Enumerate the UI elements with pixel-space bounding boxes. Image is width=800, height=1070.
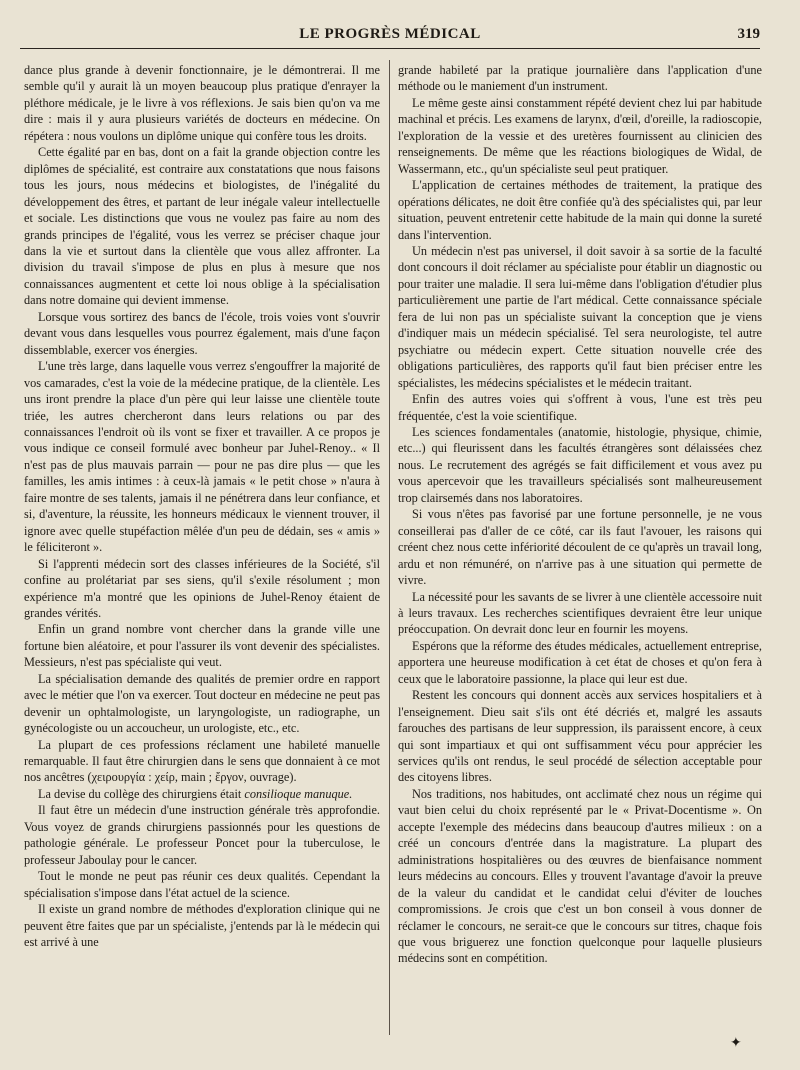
paragraph: L'application de certaines méthodes de traitement, la pratique des opérations délicates, ne doit être confiée qu'à des spécialistes qui, par leur situation, peuvent entretenir cette habitude de la main qui donne la sureté dans l'intervention. [398, 178, 762, 242]
paragraph: L'une très large, dans laquelle vous verrez s'engouffrer la majorité de vos camarades, c'est la voie de la médecine pratique, de la clientèle. Les uns iront prendre la place d'un père qui leur laisse une clientèle toute triée, les autres chercheront dans leurs relations ou par des connaissances l'endroit où ils vont se fixer et travailler. A ce propos je vous indique ce conseil formulé avec bonheur par Juhel-Renoy.. « Il n'est pas de plus mauvais parrain — pour ne pas dire plus — que les familles, les amis intimes : à ceux-là jamais « le petit chose » n'aura à faire montre de ses talents, jamais il ne pénétrera dans leur confiance, et si, d'aventure, la réussite, les honneurs médicaux le viennent trouver, il ignore avec quelle stupéfaction mêlée d'un peu de dédain, ses « amis » le féliciteront ». [24, 359, 380, 555]
paragraph: grande habileté par la pratique journalière dans l'application d'une méthode ou le maniement d'un instrument. [398, 63, 762, 94]
motto-intro: La devise du collège des chirurgiens était [38, 786, 242, 801]
right-column [398, 62, 762, 967]
running-header [20, 22, 760, 49]
paragraph: Enfin un grand nombre vont chercher dans la grande ville une fortune bien aléatoire, et pour l'assurer ils vont devenir des spécialistes. Messieurs, n'est pas spécialiste qui veut. [24, 622, 380, 670]
left-column [24, 62, 380, 950]
paragraph: Si vous n'êtes pas favorisé par une fortune personnelle, je ne vous conseillerai pas d'aller de ce côté, car ils faut l'avouer, les raisons qui créent chez nous cette infériorité découlent de ce qu'après un travail long, ardu et non rémunéré, on n'arrive pas à une situation qui permette de vivre. [398, 507, 762, 588]
paragraph: Enfin des autres voies qui s'offrent à vous, l'une est très peu fréquentée, c'est la voie scientifique. [398, 392, 762, 423]
journal-title: LE PROGRÈS MÉDICAL [299, 26, 481, 42]
paragraph: dance plus grande à devenir fonctionnaire, je le démontrerai. Il me semble qu'il y aurait là un moyen beaucoup plus pratique d'enrayer la pléthore médicale, je le livre à vos réflexions. Je sais bien qu'on va me dire : mais il y aura plusieurs variétés de docteurs en médecine. On répétera : nous voulons un diplôme unique qui confère tous les droits. [24, 63, 380, 143]
column-divider [389, 60, 390, 1035]
paragraph: Lorsque vous sortirez des bancs de l'école, trois voies vont s'ouvrir devant vous dans lesquelles vous pourrez également, mais d'une façon dissemblable, exercer vos énergies. [24, 309, 380, 357]
paragraph: Un médecin n'est pas universel, il doit savoir à sa sortie de la faculté dont concours il doit réclamer au spécialiste pour établir un diagnostic ou pour traiter une maladie. Il sera lui-même dans l'obligation d'étudier plus particulièrement une partie de l'art médical. Cette connaissance spéciale fera de lui non pas un spécialiste suivant la conception que je viens d'indiquer mais un médecin spécialisé. Tel sera neurologiste, tel autre psychiatre ou médecin expert. Cette situation nouvelle crée des obligations particulières, des rapports qu'il faut bien préciser entre les spécialistes, les médecins spécialistes et le médecin traitant. [398, 243, 762, 390]
paragraph: Tout le monde ne peut pas réunir ces deux qualités. Cependant la spécialisation s'impose dans l'état actuel de la science. [24, 869, 380, 900]
paragraph: La plupart de ces professions réclament une habileté manuelle remarquable. Il faut être chirurgien dans le sens que donnaient à ce mot nos ancêtres (χειρουργία : χείρ, main ; ἔργον, ouvrage). [24, 737, 380, 785]
paragraph: Nos traditions, nos habitudes, ont acclimaté chez nous un régime qui vaut bien celui du choix représenté par le « Privat-Docentisme ». On accepte l'exemple des médecins dans beaucoup d'autres milieux : on a créé un concours d'entrée dans la magistrature. La plupart des administrations hospitalières ou des œuvres de bienfaisance nomment leurs médecins au concours. Elles y trouvent l'avantage d'avoir la preuve de la valeur du candidat et le candidat celui d'éviter de louches compromissions. Je crois que c'est un bon conseil à vous donner de réclamer le concours, ne serait-ce que le concours sur titres, chaque fois que vous briguerez une fonction quelconque pour laquelle plusieurs médecins sont en compétition. [398, 786, 762, 966]
end-ornament: ✦ [730, 1036, 742, 1051]
paragraph: Il existe un grand nombre de méthodes d'exploration clinique qui ne peuvent être faites que par un spécialiste, j'entends par là le médecin qui est arrivé à une [24, 902, 380, 950]
paragraph: Il faut être un médecin d'une instruction générale très approfondie. Vous voyez de grands chirurgiens passionnés pour les questions de pathologie générale. Le professeur Poncet pour la tuberculose, le professeur Jaboulay pour le cancer. [24, 803, 380, 867]
motto-latin: consilioque manuque. [244, 786, 353, 801]
paragraph: Les sciences fondamentales (anatomie, histologie, physique, chimie, etc...) qui fleurissent dans les facultés étrangères sont délaissées chez nous. Le recrutement des agrégés se fait difficilement et vous avez pu vous apercevoir que les travailleurs spécialisés sont malheureusement trop clairsemés dans nos laboratoires. [398, 424, 762, 505]
paragraph: Cette égalité par en bas, dont on a fait la grande objection contre les diplômes de spécialité, est contraire aux constatations que nous faisons tous les jours, nous médecins et biologistes, de l'inégalité du développement des êtres, et partant de leur inégale valeur intellectuelle et sociale. Les distinctions que vous ne voulez pas faire au nom des grands principes de l'égalité, vous les verrez se préciser chaque jour dans la vie et surtout dans la clientèle que vous allez affronter. La division du travail s'impose de plus en plus à mesure que nos connaissances augmentent et cette loi nous oblige à la spécialisation dans notre domaine qui devient immense. [24, 145, 380, 308]
paragraph: La spécialisation demande des qualités de premier ordre en rapport avec le métier que l'on va exercer. Tout docteur en médecine ne peut pas devenir un ophtalmologiste, un laryngologiste, un radiographe, un gynécologiste ou un accoucheur, un urologiste, etc., etc. [24, 671, 380, 736]
paragraph: Espérons que la réforme des études médicales, actuellement entreprise, apportera une heureuse modification à cet état de choses et qu'on fera à ceux que le laboratoire passionne, la place qui leur est due. [398, 638, 762, 686]
page-number: 319 [737, 26, 760, 42]
paragraph: Restent les concours qui donnent accès aux services hospitaliers et à l'enseignement. Dieu sait s'ils ont été décriés et, malgré les assauts farouches des partisans de leur suppression, ils paraissent encore, à ceux qui sont impartiaux et qui ont suffisamment vécu pour apprécier les services qu'ils ont rendus, le seul procédé de sélection acceptable pour des citoyens libres. [398, 688, 762, 785]
paragraph-motto [24, 786, 380, 802]
paragraph: La nécessité pour les savants de se livrer à une clientèle accessoire nuit à leurs travaux. Les recherches scientifiques devraient être leur unique préoccupation. On devrait donc leur en fournir les moyens. [398, 589, 762, 637]
paragraph: Si l'apprenti médecin sort des classes inférieures de la Société, s'il confine au prolétariat par ses siens, qu'il s'exile résolument ; mon expérience m'a montré que les opinions de Juhel-Renoy étaient de grandes vérités. [24, 556, 380, 620]
paragraph: Le même geste ainsi constamment répété devient chez lui par habitude machinal et précis. Les examens de larynx, d'œil, d'oreille, la radioscopie, l'exploration de la vessie et des uretères fournissent au clinicien des renseignements. De même que les réactions biologiques de Widal, de Wassermann, etc., qu'un spécialiste seul peut pratiquer. [398, 95, 762, 176]
